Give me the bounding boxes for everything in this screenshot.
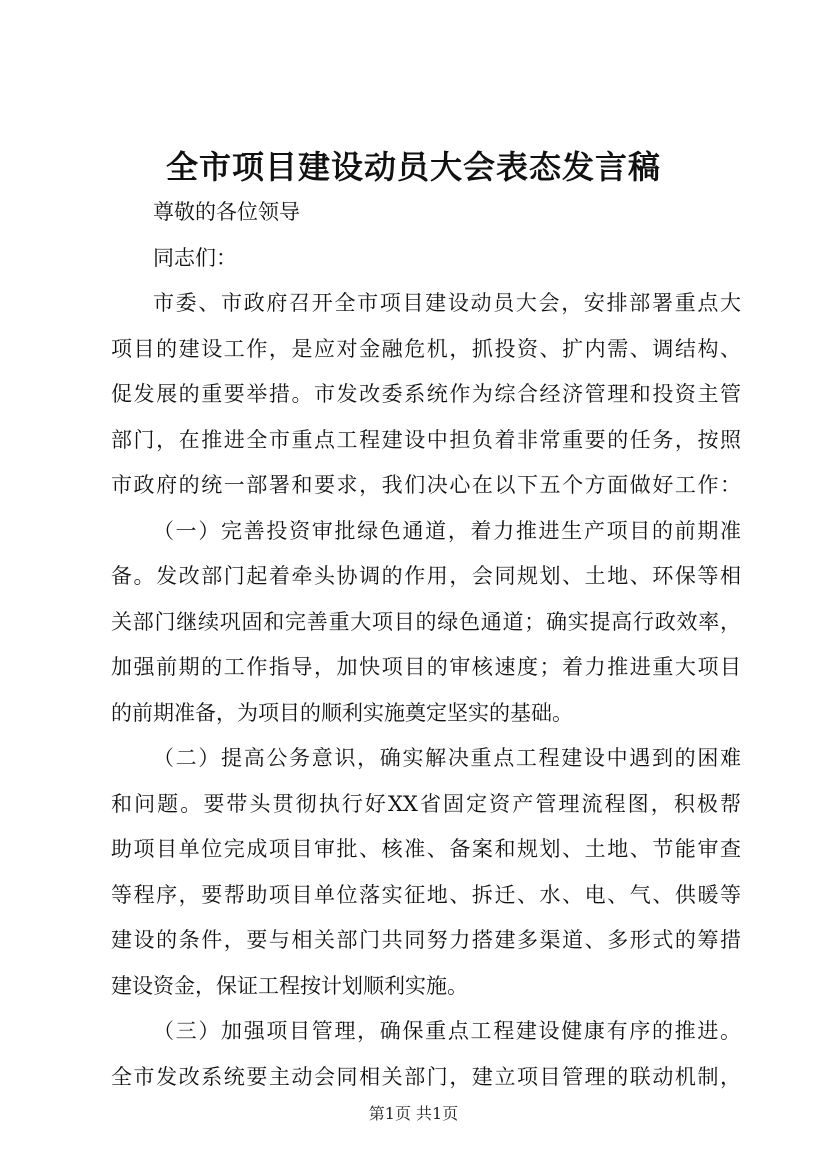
paragraph-line: 和问题。要带头贯彻执行好XX省固定资产管理流程图，积极帮: [111, 791, 741, 816]
paragraph-line: （一）完善投资审批绿色通道，着力推进生产项目的前期准: [153, 518, 741, 543]
paragraph-line: 助项目单位完成项目审批、核准、备案和规划、土地、节能审查: [111, 837, 741, 861]
paragraph-line: 关部门继续巩固和完善重大项目的绿色通道；确实提高行政效率，: [111, 609, 741, 634]
paragraph-line: 市政府的统一部署和要求，我们决心在以下五个方面做好工作：: [111, 473, 741, 497]
paragraph-line: 加强前期的工作指导，加快项目的审核速度；着力推进重大项目: [111, 655, 741, 679]
document-body: [111, 190, 741, 1100]
paragraph-line: 等程序，要帮助项目单位落实征地、拆迁、水、电、气、供暖等: [111, 882, 741, 907]
paragraph-line: 建设资金，保证工程按计划顺利实施。: [111, 973, 468, 998]
document-title: 全市项目建设动员大会表态发言稿: [165, 148, 661, 186]
paragraph-line: 全市发改系统要主动会同相关部门，建立项目管理的联动机制，: [111, 1064, 741, 1089]
paragraph-line: 促发展的重要举措。市发改委系统作为综合经济管理和投资主管: [111, 382, 741, 406]
paragraph-line: 部门，在推进全市重点工程建设中担负着非常重要的任务，按照: [111, 427, 741, 452]
salutation-leaders: 尊敬的各位领导: [153, 200, 300, 224]
paragraph-line: 市委、市政府召开全市项目建设动员大会，安排部署重点大: [153, 291, 741, 315]
paragraph-line: 建设的条件，要与相关部门共同努力搭建多渠道、多形式的筹措: [111, 928, 741, 952]
paragraph-line: 的前期准备，为项目的顺利实施奠定坚实的基础。: [111, 700, 573, 725]
paragraph-line: （二）提高公务意识，确实解决重点工程建设中遇到的困难: [153, 746, 741, 770]
paragraph-line: （三）加强项目管理，确保重点工程建设健康有序的推进。: [153, 1019, 741, 1043]
salutation-comrades: 同志们：: [153, 245, 237, 270]
paragraph-line: 项目的建设工作，是应对金融危机，抓投资、扩内需、调结构、: [111, 336, 741, 361]
page-number-footer: 第1页 共1页: [368, 1104, 459, 1123]
paragraph-line: 备。发改部门起着牵头协调的作用，会同规划、土地、环保等相: [111, 564, 741, 588]
